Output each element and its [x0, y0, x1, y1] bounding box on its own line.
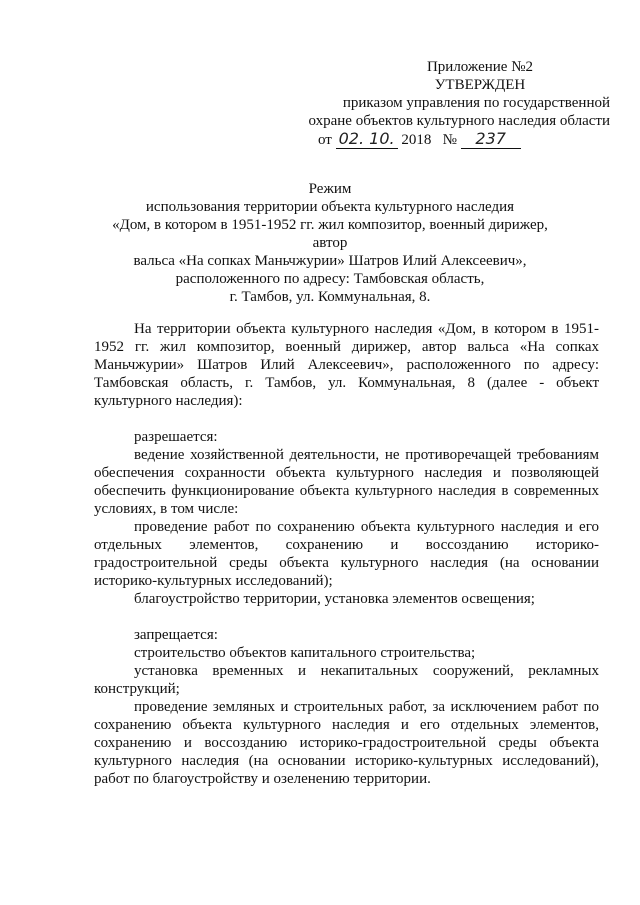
- spacer: [94, 410, 599, 428]
- date-prefix: от: [318, 132, 332, 148]
- title-line-3: «Дом, в котором в 1951-1952 гг. жил композитор, военный дирижер, автор: [112, 217, 548, 251]
- order-line-2: охране объектов культурного наследия области: [308, 113, 610, 129]
- title-line-2: использования территории объекта культурного наследия: [145, 199, 515, 215]
- approval-header: [260, 58, 610, 149]
- allowed-item-1: ведение хозяйственной деятельности, не противоречащей требованиям обеспечения сохранности объекта культурного наследия и позволяющей обеспечить функционирование объекта культурного наследия в современных условиях, в том числе:: [94, 447, 599, 517]
- approved-label: УТВЕРЖДЕН: [434, 77, 526, 93]
- allowed-item-2: проведение работ по сохранению объекта культурного наследия и его отдельных элементов, сохранению и воссозданию историко-градостроительной среды объекта культурного наследия (на основании историко-культурных исследований);: [94, 519, 599, 589]
- title-line-6: г. Тамбов, ул. Коммунальная, 8.: [229, 289, 431, 305]
- forbidden-item-1: строительство объектов капитального строительства;: [134, 645, 476, 661]
- document-title: [95, 180, 565, 306]
- appendix-label: Приложение №2: [426, 59, 534, 75]
- forbidden-item-3: проведение земляных и строительных работ, за исключением работ по сохранению объекта культурного наследия и его отдельных элементов, сохранению и воссозданию историко-градостроительной среды объекта культурного наследия (на основании историко-культурных исследований), работ по благоустройству и озеленению территории.: [94, 699, 599, 787]
- order-year: 2018: [401, 132, 432, 148]
- order-date-line: [260, 130, 610, 149]
- allowed-heading: разрешается:: [134, 429, 218, 445]
- forbidden-heading: запрещается:: [134, 627, 218, 643]
- forbidden-item-2: установка временных и некапитальных сооружений, рекламных конструкций;: [94, 663, 599, 697]
- document-body: [94, 320, 599, 788]
- spacer: [94, 608, 599, 626]
- intro-paragraph: На территории объекта культурного наследия «Дом, в котором в 1951-1952 гг. жил композитор, военный дирижер, автор вальса «На сопках Маньчжурии» Шатров Илий Алексеевич», расположенного по адресу: Тамбовская область, г. Тамбов, ул. Коммунальная, 8 (далее - объект культурного наследия):: [94, 321, 599, 409]
- handwritten-number: 237: [461, 130, 521, 149]
- allowed-item-3: благоустройство территории, установка элементов освещения;: [134, 591, 535, 607]
- number-sign: №: [442, 132, 457, 148]
- handwritten-date: 02. 10.: [336, 130, 398, 149]
- title-line-4: вальса «На сопках Маньчжурии» Шатров Илий Алексеевич»,: [133, 253, 527, 269]
- title-line-1: Режим: [308, 181, 352, 197]
- order-line-1: приказом управления по государственной: [342, 95, 610, 111]
- title-line-5: расположенного по адресу: Тамбовская область,: [175, 271, 485, 287]
